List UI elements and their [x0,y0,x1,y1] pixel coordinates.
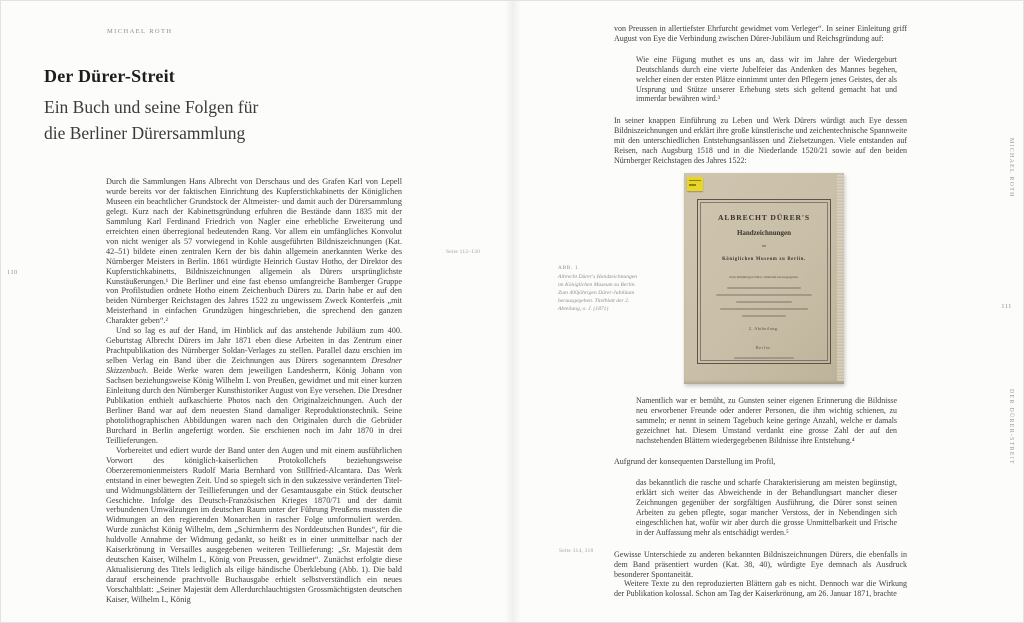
body-paragraph: Aufgrund der konsequenten Darstellung im Profil, [614,457,776,467]
sticky-note-writing [689,180,701,182]
cover-border-frame [697,199,831,364]
figure-caption-text: Albrecht Dürer's Handzeichnungen im Königlichen Museum zu Berlin. Zum 400jährigen Dürer-Jubiläum herausgegeben. Titelblatt der 2. Abteilung, o. J. (1871) [558,274,638,313]
body-paragraph: von Preussen in allertiefster Ehrfurcht gewidmet vom Verleger“. In seiner Einleitung griff August von Eye die Verbindung zwischen Dürer-Jubiläum und Reichsgründung auf: [614,24,907,43]
cover-title-line: im [762,243,766,248]
book-fore-edge [837,175,844,381]
sticky-note-writing [689,184,696,186]
page-gutter [505,1,521,622]
quote-block: das bekanntlich die rasche und scharfe Charakterisierung am meisten begünstigt, erklärt sich weiter das Abweichende in der Behandlungsart mancher dieser Zeichnungen gegenüber der sorgfältigen Ausführung, die Dürer sonst seinen Arbeiten zu geben pflegte, sogar mancher Verstoss, der in Nebendingen sich eingeschlichen hat, wofür wir aber durch die grosse Unmittelbarkeit und Frische in der Auffassung mehr als entschädigt werden.⁵ [636,478,897,537]
chapter-subtitle-line1: Ein Buch und seine Folgen für [44,97,259,117]
body-paragraph [106,326,402,445]
margin-note-pages: Seite 112–130 [446,249,481,255]
chapter-subtitle-line2: die Berliner Dürersammlung [44,123,246,143]
body-paragraph: Gewisse Unterschiede zu anderen bekannten Bildniszeichnungen Dürers, die ebenfalls in dem Band präsentiert wurden (Kat. 38, 40), würdigte Eye demnach als Ausdruck besonderer Spontaneität. [614,549,907,579]
cover-title-line: ALBRECHT DÜRER'S [717,212,811,222]
body-paragraph: Vorbereitet und ediert wurde der Band unter den Augen und mit einem ausführlichen Vorwort des königlich-kaiserlichen Protokollchefs beziehungsweise Oberzeremonienmeisters Rudolf Maria Bernhard von Stillfried-Alcantara. Das Werk entstand in einer bewegten Zeit. Und so spiegelt sich in den sukzessive veränderten Titel- und Widmungsblättern der Teillieferungen und der Gesamtausgabe ein Stück deutscher Geschichte. Infolge des Deutsch-Französischen Krieges 1870/71 und der damit verbundenen Umwälzungen im deutschen Raum unter der Führung Preußens mussten die Widmungen an den regierenden Monarchen in rascher Folge umformuliert werden. Wurde zunächst König Wilhelm, dem „Schirmherrn des Norddeutschen Bundes“, für die huldvolle Annahme der Widmung gedankt, so heißt es in einer unmittelbar nach der Kaiserkrönung in Versailles ausgegebenen weiteren Teillieferung: „Sr. Majestät dem deutschen Kaiser, Wilhelm I., König von Preussen, gewidmet“. Zunächst erfolgte diese Aktualisierung des Titels lediglich als eilige händische Überklebung (Abb. 1). Die bald darauf erscheinende prachtvolle Buchausgabe erhielt selbstverständlich ein neues Vorschaltblatt: „Seiner Majestät dem Allerdurchlauchtigsten Grossmächtigsten deutschen Kaiser, Wilhelm I., König [106,445,402,605]
margin-note-pages: Seite 314, 318 [559,548,594,554]
body-paragraph: In seiner knappen Einführung zu Leben und Werk Dürers würdigt auch Eye dessen Bildniszeichnungen und erklärt ihre große künstlerische und zeichentechnische Spannweite mit den unterschiedlichen Entstehungsanlässen und Zielsetzungen. Viele entstanden auf Reisen, nach Augsburg 1518 und in die Niederlande 1520/21 sowie auf den beiden Nürnberger Reichstagen des Jahres 1522: [614,116,907,165]
cover-imprint-line: Berlin. [755,346,773,351]
italic-book-title: Dresdner Skizzenbuch [106,356,402,376]
figure-book-cover-photo [684,173,844,384]
body-paragraph: Weitere Texte zu den reproduzierten Blättern gab es nicht. Dennoch war die Wirkung der Publikation kolossal. Schon am Tag der Kaiserkrönung, am 26. Januar 1871, brachte [614,579,907,599]
right-body-text [614,24,907,599]
left-body-text [106,177,402,605]
running-header-author: MICHAEL ROTH [107,28,173,35]
illegible-text-line [734,357,794,359]
quote-block: Wie eine Fügung muthet es uns an, dass wir im Jahre der Wiedergeburt Deutschlands durch eine vierte Jubelfeier das Andenken des Mannes begehen, welcher einen der ersten Plätze einnimmt unter den Pflegern jenes Geistes, der als Ursprung und Stütze unserer Erhebung stets sich geltend gemacht hat und immerdar bewähren wird.³ [636,54,897,104]
cover-title-line: Königlichen Museum zu Berlin. [722,256,806,262]
body-paragraph: Durch die Sammlungen Hans Albrecht von Derschaus und des Grafen Karl von Lepell wurde bereits vor der faktischen Einrichtung des Kupferstichkabinetts der Königlichen Museen ein beachtlicher Grundstock der Altmeister- und damit auch der Dürersammlung gelegt. Kurz nach der Kabinettsgründung erfuhren die Bestände dann 1835 mit der Sammlung Karl Ferdinand Friedrich von Nagler eine erhebliche Erweiterung und erreichten einen überregional bedeutenden Rang. Vor allem ein umfängliches Konvolut von nicht weniger als 57 vorwiegend in Kohle ausgeführten Bildniszeichnungen (Kat. 42–51) bildete einen zentralen Kern der bis dahin allgemein anerkannten Werke des Nürnberger Meisters in Berlin. 1861 würdigte Heinrich Gustav Hotho, der Direktor des Kupferstichkabinetts, Bildniszeichnungen allgemein als Dürers ursprünglichste Kunstäußerungen.¹ Die Berliner und eine fast ebenso umfangreiche Bamberger Gruppe von Profilstudien ordnete Hotho einem Zeichenbuch Dürers zu. Darin habe er auf den beiden Nürnberger Reichstagen des Jahres 1522 zu ungewissem Zweck Konterfeis „mit Meisterhand in einfachen Grundzügen hingeschrieben, die sprechend den ganzen Charakter geben“.² [106,177,402,326]
figure-caption-label: ABB. 1 [558,265,579,271]
chapter-title: Der Dürer-Streit [44,66,175,86]
cover-abtheilung-line: 2. Abtheilung. [748,327,780,332]
paragraph-text: Und so lag es auf der Hand, im Hinblick auf das anstehende Jubiläum zum 400. Geburtstag Albrecht Dürers im Jahr 1871 eben diese Arbeiten in das Zentrum einer Prachtpublikation des Nürnberger Soldan-Verlages zu stellen. Parallel dazu erschien im selben Verlag ein Band über die Zeichnungen aus Dürers sogenanntem [106,326,402,366]
cover-border-frame-inner [700,202,828,361]
quote-block: Namentlich war er bemüht, zu Gunsten seiner eigenen Erinnerung die Bildnisse neu erworbener Freunde oder anderer Personen, die ihm wichtig schienen, zu sammeln; er nennt in seinem Tagebuch keine geringe Anzahl, welche er damals gezeichnet hat. Diesem Umstand verdankt eine grosse Zahl der auf den nachstehenden Blättern wiedergegebenen Bildnisse ihre Entstehung.⁴ [636,395,897,445]
edge-chapter-vertical: DER DÜRER-STREIT [1008,389,1014,465]
figure-caption [558,264,638,314]
book-cover [684,173,844,384]
page-number-left: 110 [7,269,18,276]
paragraph-text: . Beide Werke waren dem jeweiligen Landesherrn, König Johann von Sachsen beziehungsweise König Wilhelm I. von Preußen, gewidmet und mit einer kurzen Einleitung durch den Nürnberger Kunsthistoriker August von Eye versehen. Die Dresdner Publikation enthielt aufkaschierte Photos nach den Originalzeichnungen. Auch der Berliner Band war auf dem neuesten Stand damaliger Reproduktionstechnik. Seine photolithographischen Abbildungen waren nach den Originalen durch die Gebrüder Burchard in Berlin angefertigt worden. Sie erschienen noch im Jahr 1870 in drei Teillieferungen. [106,366,402,445]
page-number-right: 111 [1001,303,1012,310]
edge-author-vertical: MICHAEL ROTH [1008,138,1014,198]
sticky-note [687,177,703,191]
cover-subtitle-line: Zum 400jährigen Dürer-Jubiläum herausgegeben. [729,274,799,279]
cover-title-line: Handzeichnungen [736,228,792,237]
chapter-subtitle [44,94,258,146]
